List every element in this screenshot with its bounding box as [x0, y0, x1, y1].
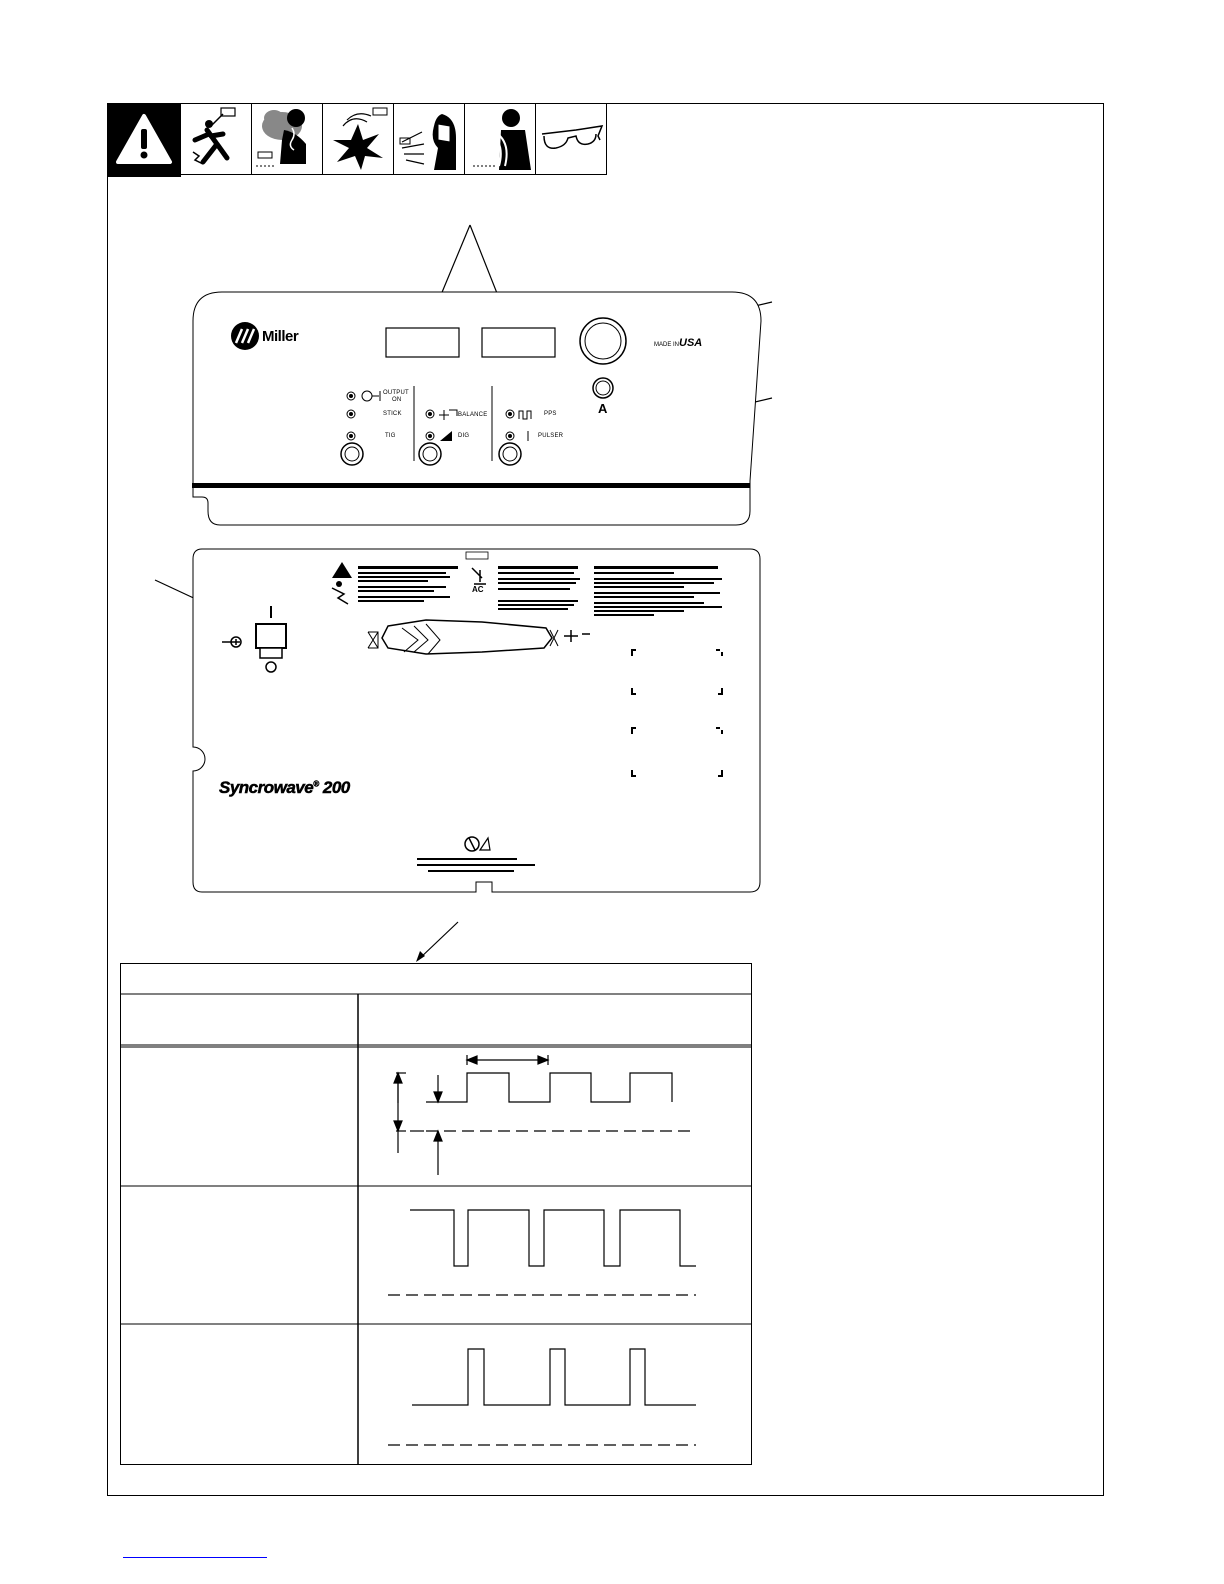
output-on-label: OUTPUT	[383, 390, 409, 396]
dig-label: DIG	[458, 433, 470, 439]
display-left	[386, 328, 459, 357]
pulser-label: PULSER	[538, 433, 564, 439]
display-right	[482, 328, 555, 357]
output-on-label-line2: ON	[392, 397, 402, 403]
footer-link-rule	[123, 1557, 267, 1558]
ac-symbol-label: AC	[472, 585, 484, 594]
brand-logo	[230, 321, 298, 351]
made-in-label: MADE IN USA	[654, 337, 703, 349]
model-name: Syncrowave® 200	[219, 778, 350, 797]
amps-button[interactable]	[593, 378, 613, 398]
process-button[interactable]	[341, 443, 363, 465]
power-switch[interactable]	[254, 622, 288, 660]
front-panel	[192, 291, 762, 526]
pps-label: PPS	[544, 411, 557, 417]
balance-dig-button[interactable]	[419, 443, 441, 465]
brand-name: Miller	[262, 327, 299, 345]
pulser-button[interactable]	[499, 443, 521, 465]
stick-label: STICK	[383, 411, 402, 417]
balance-label: BALANCE	[458, 412, 488, 418]
amps-label: A	[598, 401, 608, 416]
tig-label: TIG	[385, 433, 396, 439]
lower-nameplate	[192, 548, 762, 893]
amperage-knob[interactable]	[580, 318, 626, 364]
waveform-table	[120, 963, 752, 1465]
